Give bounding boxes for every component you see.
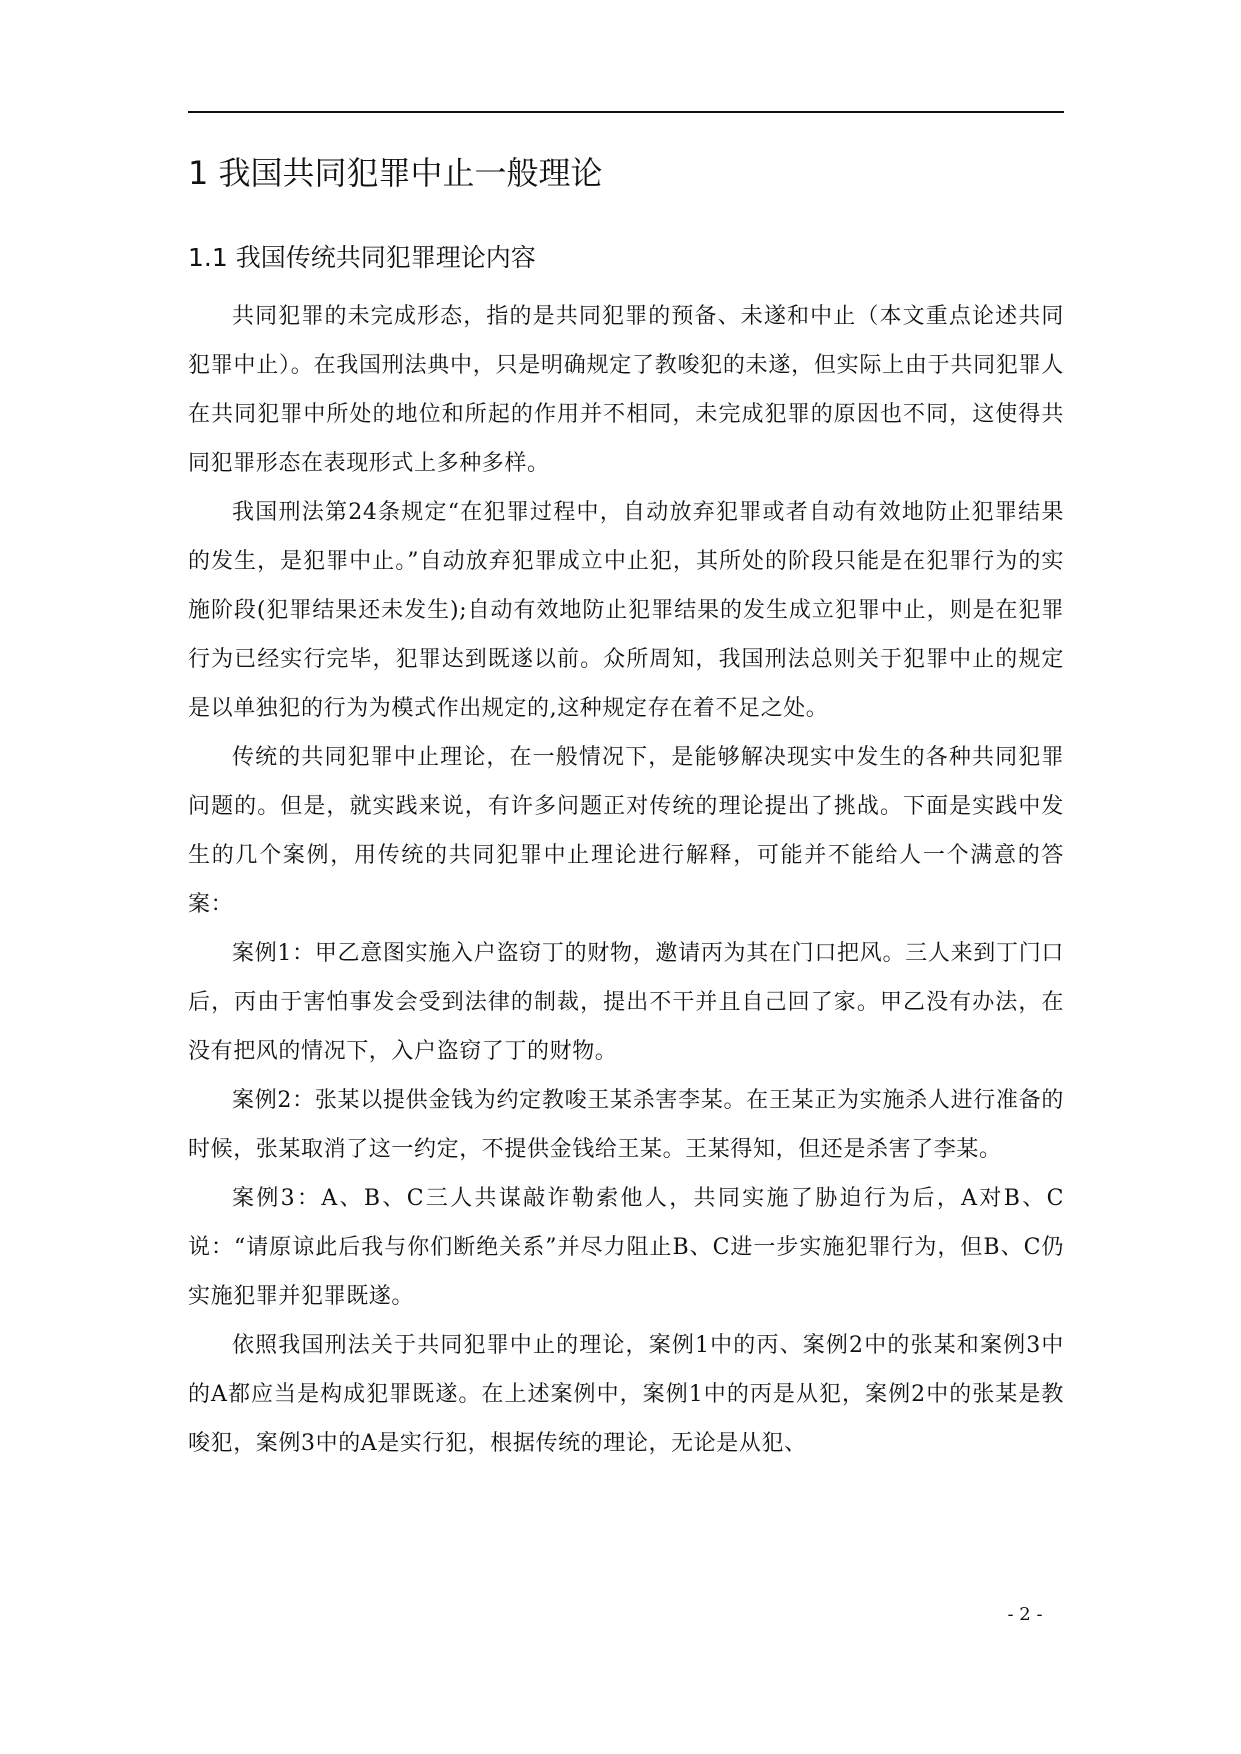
- header-rule: [188, 111, 1064, 113]
- case-3-paragraph: 案例3：A、B、C三人共谋敲诈勒索他人，共同实施了胁迫行为后，A对B、C说：“请原谅此后我与你们断绝关系”并尽力阻止B、C进一步实施犯罪行为，但B、C仍实施犯罪并犯罪既遂。: [188, 1186, 1064, 1309]
- paragraph-1: 共同犯罪的未完成形态，指的是共同犯罪的预备、未遂和中止（本文重点论述共同犯罪中止）。在我国刑法典中，只是明确规定了教唆犯的未遂，但实际上由于共同犯罪人在共同犯罪中所处的地位和所起的作用并不相同，未完成犯罪的原因也不同，这使得共同犯罪形态在表现形式上多种多样。: [188, 304, 1064, 476]
- paragraph-3: 传统的共同犯罪中止理论，在一般情况下，是能够解决现实中发生的各种共同犯罪问题的。但是，就实践来说，有许多问题正对传统的理论提出了挑战。下面是实践中发生的几个案例，用传统的共同犯罪中止理论进行解释，可能并不能给人一个满意的答案：: [188, 745, 1064, 917]
- case-1-paragraph: 案例1：甲乙意图实施入户盗窃丁的财物，邀请丙为其在门口把风。三人来到丁门口后，丙由于害怕事发会受到法律的制裁，提出不干并且自己回了家。甲乙没有办法，在没有把风的情况下，入户盗窃了丁的财物。: [188, 941, 1064, 1064]
- chapter-heading: 1 我国共同犯罪中止一般理论: [188, 154, 603, 192]
- paragraph-2: 我国刑法第24条规定“在犯罪过程中，自动放弃犯罪或者自动有效地防止犯罪结果的发生，是犯罪中止。”自动放弃犯罪成立中止犯，其所处的阶段只能是在犯罪行为的实施阶段(犯罪结果还未发生);自动有效地防止犯罪结果的发生成立犯罪中止，则是在犯罪行为已经实行完毕，犯罪达到既遂以前。众所周知，我国刑法总则关于犯罪中止的规定是以单独犯的行为为模式作出规定的,这种规定存在着不足之处。: [188, 500, 1064, 721]
- analysis-paragraph: 依照我国刑法关于共同犯罪中止的理论，案例1中的丙、案例2中的张某和案例3中的A都应当是构成犯罪既遂。在上述案例中，案例1中的丙是从犯，案例2中的张某是教唆犯，案例3中的A是实行犯，根据传统的理论，无论是从犯、: [188, 1333, 1064, 1456]
- section-heading: 1.1 我国传统共同犯罪理论内容: [188, 243, 536, 272]
- page-number: - 2 -: [1007, 1604, 1043, 1625]
- page-content: [188, 150, 1064, 1468]
- case-2-paragraph: 案例2：张某以提供金钱为约定教唆王某杀害李某。在王某正为实施杀人进行准备的时候，张某取消了这一约定，不提供金钱给王某。王某得知，但还是杀害了李某。: [188, 1088, 1064, 1162]
